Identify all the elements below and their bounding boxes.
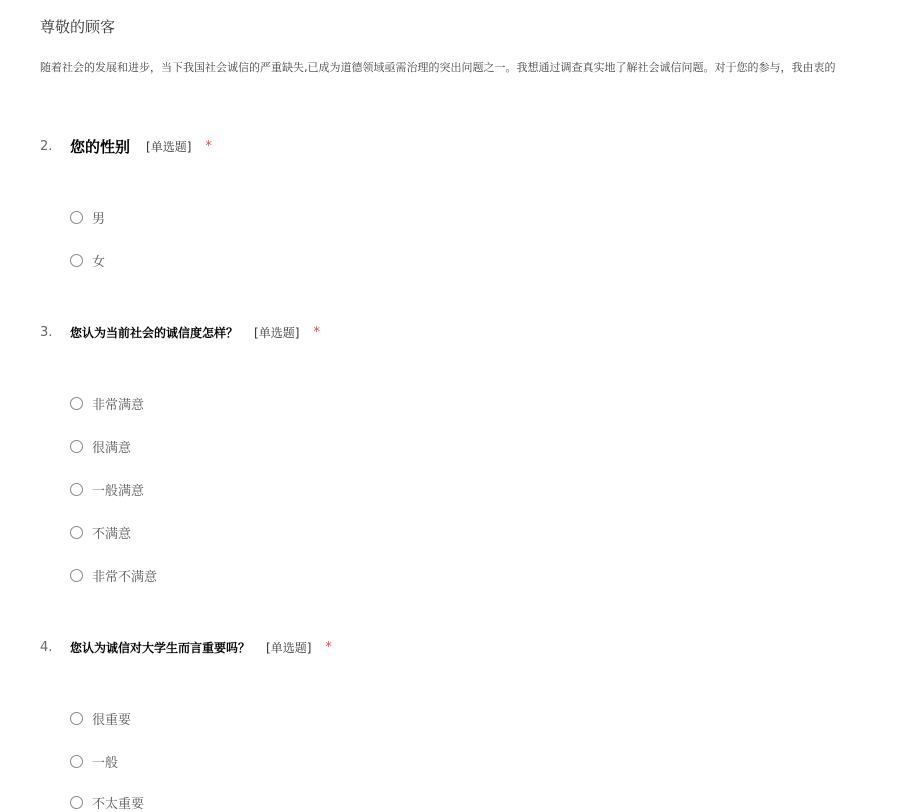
required-asterisk: * [325,640,332,655]
required-asterisk: * [313,325,320,340]
option-satisfied[interactable] [70,437,131,456]
question-title: 您认为当前社会的诚信度怎样？ [70,326,239,340]
radio-button[interactable] [70,712,83,725]
radio-button[interactable] [70,755,83,768]
question-2 [40,136,212,157]
question-title: 您的性别 [70,138,131,156]
question-number: 4. [40,640,53,655]
radio-button[interactable] [70,397,83,410]
option-label: 女 [92,255,106,270]
required-asterisk: * [205,139,212,154]
option-dissatisfied[interactable] [70,523,131,542]
option-label: 不满意 [92,527,132,542]
option-not-very-important[interactable] [70,793,144,812]
question-3 [40,324,320,341]
radio-button[interactable] [70,483,83,496]
radio-button[interactable] [70,796,83,809]
question-type-label: [单选题] [266,641,312,655]
option-very-dissatisfied[interactable] [70,566,157,585]
question-number: 3. [40,325,53,340]
option-label: 很重要 [92,713,132,728]
option-label: 一般 [92,756,119,771]
question-4 [40,639,332,656]
option-female[interactable] [70,251,105,270]
radio-button[interactable] [70,440,83,453]
intro-text: 随着社会的发展和进步，当下我国社会诚信的严重缺失,已成为道德领域亟需治理的突出问题之一。我想通过调查真实地了解社会诚信问题。对于您的参与，我由衷的 [40,61,836,74]
option-male[interactable] [70,208,105,227]
question-number: 2. [40,139,53,154]
question-type-label: [单选题] [254,326,300,340]
option-very-satisfied[interactable] [70,394,144,413]
option-very-important[interactable] [70,709,131,728]
option-label: 不太重要 [92,797,145,812]
option-label: 非常满意 [92,398,145,413]
option-average[interactable] [70,752,118,771]
question-type-label: [单选题] [146,140,192,154]
radio-button[interactable] [70,569,83,582]
question-title: 您认为诚信对大学生而言重要吗？ [70,641,251,655]
radio-button[interactable] [70,211,83,224]
radio-button[interactable] [70,254,83,267]
option-label: 一般满意 [92,484,145,499]
option-label: 非常不满意 [92,570,158,585]
option-label: 很满意 [92,441,132,456]
option-label: 男 [92,212,106,227]
option-fairly-satisfied[interactable] [70,480,144,499]
radio-button[interactable] [70,526,83,539]
greeting-title: 尊敬的顾客 [40,18,116,36]
